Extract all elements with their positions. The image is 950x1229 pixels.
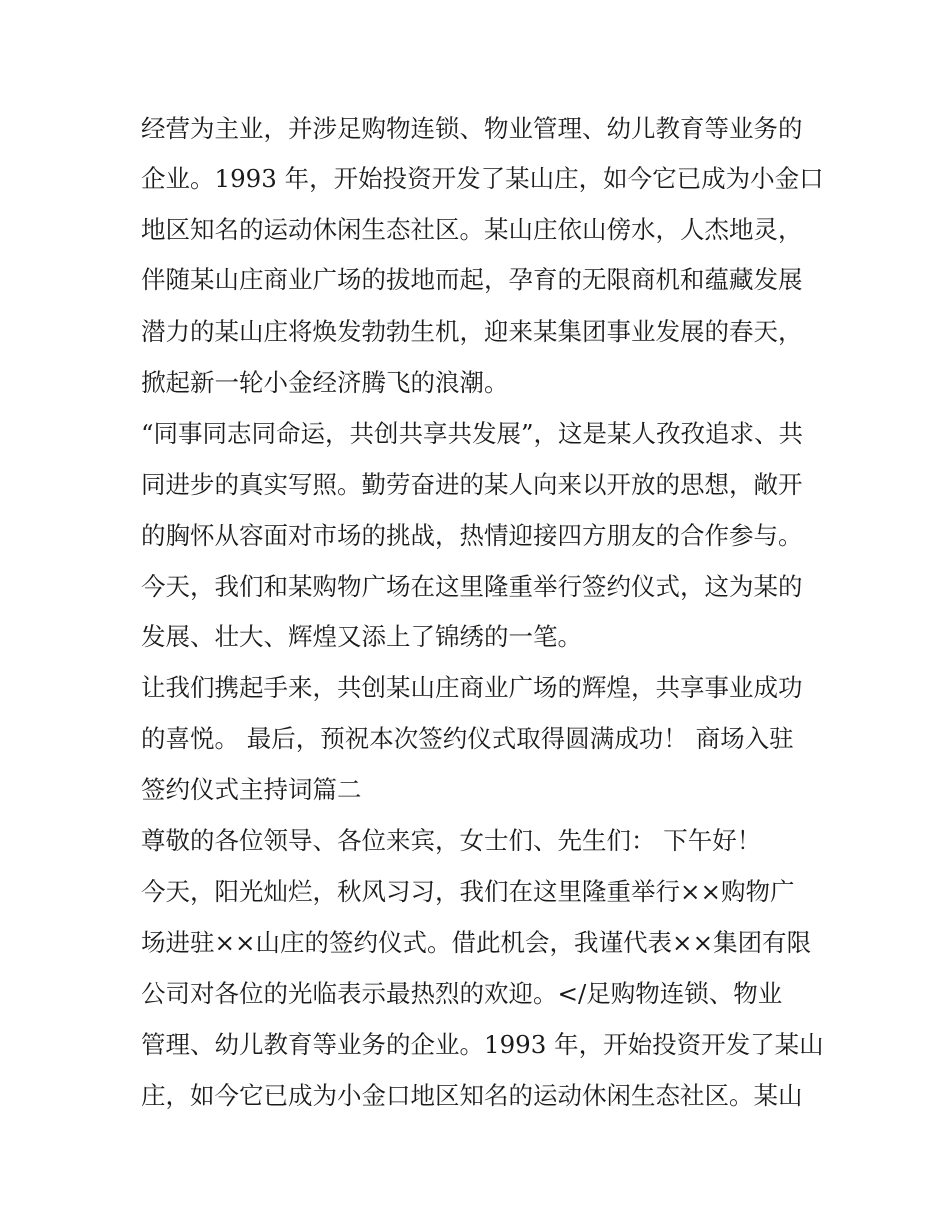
text-line: 管理、幼儿教育等业务的企业。1993 年，开始投资开发了某山: [141, 1030, 824, 1059]
section-heading: 签约仪式主持词篇二: [141, 775, 362, 804]
text-line: 尊敬的各位领导、各位来宾，女士们、先生们： 下午好！: [141, 826, 762, 855]
text-line: 场进驻××山庄的签约仪式。借此机会，我谨代表××集团有限: [141, 928, 812, 957]
text-line: 庄，如今它已成为小金口地区知名的运动休闲生态社区。某山: [141, 1081, 803, 1110]
text-line: 让我们携起手来，共创某山庄商业广场的辉煌，共享事业成功: [141, 673, 803, 702]
text-line: 伴随某山庄商业广场的拔地而起，孕育的无限商机和蕴藏发展: [141, 265, 803, 294]
text-line: 今天，我们和某购物广场在这里隆重举行签约仪式，这为某的: [141, 572, 803, 601]
text-line: 的喜悦。 最后，预祝本次签约仪式取得圆满成功！ 商场入驻: [141, 724, 794, 753]
text-line: 地区知名的运动休闲生态社区。某山庄依山傍水，人杰地灵，: [141, 215, 803, 244]
text-line: 同进步的真实写照。勤劳奋进的某人向来以开放的思想，敞开: [141, 470, 803, 499]
text-line: 潜力的某山庄将焕发勃勃生机，迎来某集团事业发展的春天，: [141, 317, 803, 346]
text-line: 企业。1993 年，开始投资开发了某山庄，如今它已成为小金口: [141, 164, 824, 193]
text-line: “同事同志同命运，共创共享共发展”，这是某人孜孜追求、共: [141, 419, 804, 448]
text-line: 发展、壮大、辉煌又添上了锦绣的一笔。: [141, 622, 582, 651]
text-line: 掀起新一轮小金经济腾飞的浪潮。: [141, 368, 509, 397]
text-line: 经营为主业，并涉足购物连锁、物业管理、幼儿教育等业务的: [141, 114, 803, 143]
text-line: 公司对各位的光临表示最热烈的欢迎。</足购物连锁、物业: [141, 979, 783, 1008]
text-line: 的胸怀从容面对市场的挑战，热情迎接四方朋友的合作参与。: [141, 521, 803, 550]
text-line: 今天，阳光灿烂，秋风习习，我们在这里隆重举行××购物广: [141, 877, 795, 906]
